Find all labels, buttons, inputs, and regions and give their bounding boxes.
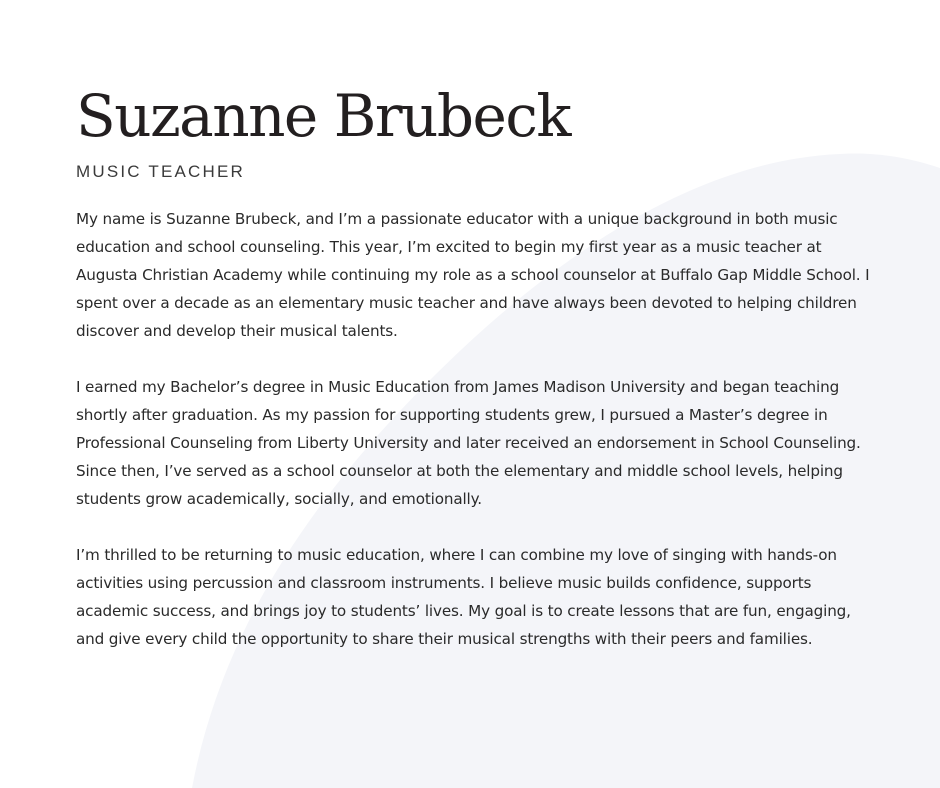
bio-paragraph-education: I earned my Bachelor’s degree in Music Education from James Madison University and began teaching shortly after graduation. As my passion for supporting students grew, I pursued a Master’s degree in Professional Counseling from Liberty University and later received an endorsement in School Counseling. Since then, I’ve served as a school counselor at both the elementary and middle school levels, helping students grow academically, socially, and emotionally.: [76, 378, 861, 508]
bio-paragraph-goals: I’m thrilled to be returning to music education, where I can combine my love of singing with hands-on activities using percussion and classroom instruments. I believe music builds confidence, supports academic success, and brings joy to students’ lives. My goal is to create lessons that are fun, engaging, and give every child the opportunity to share their musical strengths with their peers and families.: [76, 546, 851, 648]
page-title: Suzanne Brubeck: [76, 82, 570, 150]
job-title: MUSIC TEACHER: [76, 162, 246, 181]
bio-paragraph-intro: My name is Suzanne Brubeck, and I’m a passionate educator with a unique background in both music education and school counseling. This year, I’m excited to begin my first year as a music teacher at Augusta Christian Academy while continuing my role as a school counselor at Buffalo Gap Middle School. I spent over a decade as an elementary music teacher and have always been devoted to helping children discover and develop their musical talents.: [76, 210, 870, 340]
bio-text: [76, 205, 876, 653]
bio-content: [76, 80, 876, 681]
